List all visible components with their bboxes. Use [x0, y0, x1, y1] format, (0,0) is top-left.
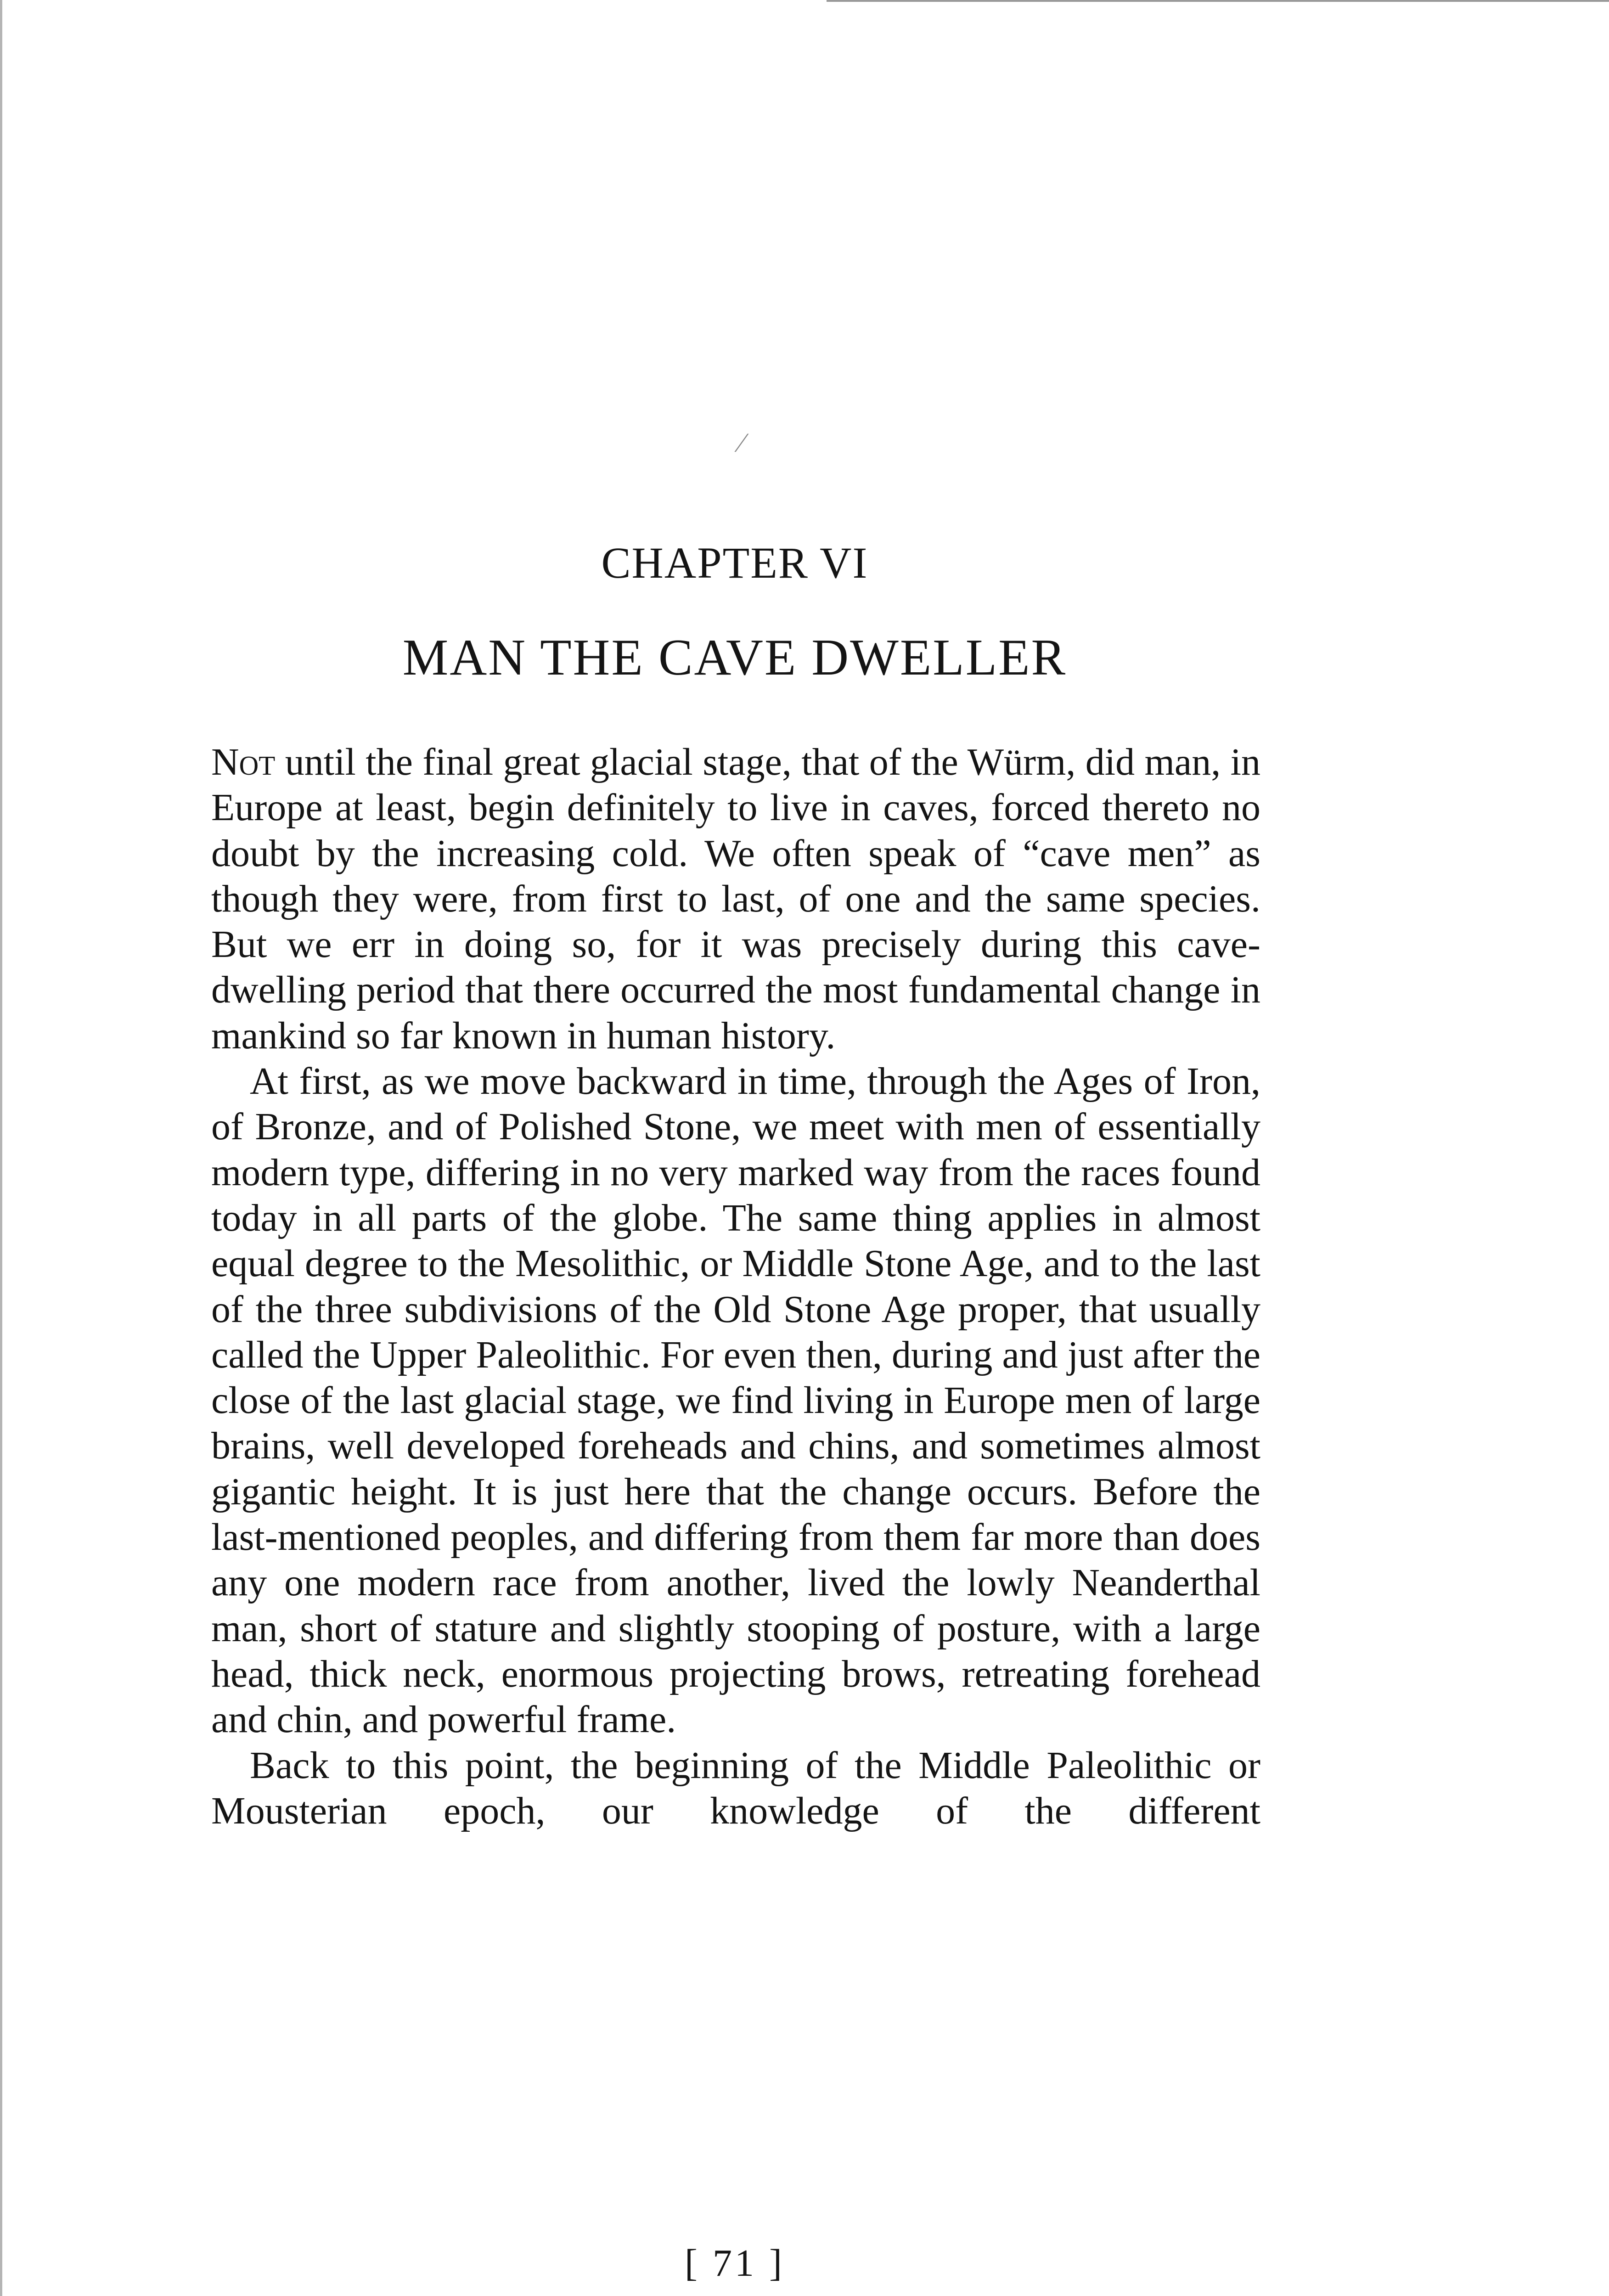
chapter-number: CHAPTER VI [601, 538, 868, 587]
paragraph-1 [211, 739, 1260, 1058]
ink-mark: ⁄ [739, 428, 744, 458]
page-edge-top [827, 0, 1609, 2]
paragraph-2: At first, as we move backward in time, through the Ages of Iron, of Bronze, and of Polished Stone, we meet with men of essentially modern type, differing in no very marked way from the races found today in all parts of the globe. The same thing applies in almost equal degree to the Mesolithic, or Middle Stone Age, and to the last of the three subdivisions of the Old Stone Age proper, that usually called the Upper Paleolithic. For even then, during and just after the close of the last glacial stage, we find living in Europe men of large brains, well developed foreheads and chins, and sometimes almost gigantic height. It is just here that the change occurs. Before the last-mentioned peoples, and differing from them far more than does any one modern race from another, lived the lowly Neanderthal man, short of stature and slightly stooping of posture, with a large head, thick neck, enormous projecting brows, retreating forehead and chin, and powerful frame. [211, 1060, 1260, 1741]
chapter-title: MAN THE CAVE DWELLER [402, 629, 1067, 686]
paragraph-lead-word: Not [211, 741, 276, 783]
page-number: [ 71 ] [685, 2242, 785, 2285]
body-text [211, 739, 1260, 1834]
page-edge-left [0, 0, 2, 2296]
paragraph-3: Back to this point, the beginning of the Middle Paleolithic or Mousterian epoch, our knowledge of the different [211, 1744, 1260, 1832]
paragraph-1-text: until the final great glacial stage, that of the Würm, did man, in Europe at least, begin definitely to live in caves, forced thereto no doubt by the increasing cold. We often speak of “cave men” as though they were, from first to last, of one and the same species. But we err in doing so, for it was precisely during this cave-dwelling period that there occurred the most fundamental change in mankind so far known in human history. [211, 741, 1260, 1057]
